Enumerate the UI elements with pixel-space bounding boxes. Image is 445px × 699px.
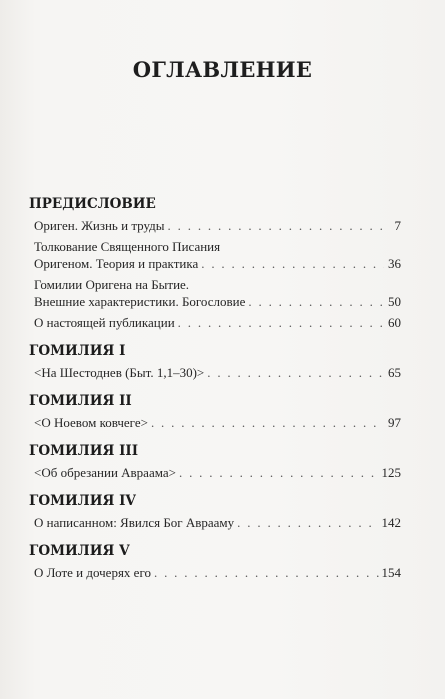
section-heading: ГОМИЛИЯ V xyxy=(29,543,130,559)
leader-dots xyxy=(237,514,378,531)
toc-entry xyxy=(29,514,401,531)
leader-dots xyxy=(207,364,384,381)
entry-title: О Лоте и дочерях его xyxy=(34,565,151,580)
section-heading: ГОМИЛИЯ IV xyxy=(29,493,136,509)
entry-title: О настоящей публикации xyxy=(34,315,175,330)
page-number: 36 xyxy=(388,256,401,271)
toc-entry xyxy=(29,464,401,481)
toc-section-homily-4 xyxy=(29,493,401,531)
page-number: 125 xyxy=(381,465,401,480)
toc-entry xyxy=(29,217,401,234)
toc-entry xyxy=(29,276,401,310)
leader-dots xyxy=(179,464,379,481)
page-number: 97 xyxy=(388,415,401,430)
leader-dots xyxy=(248,293,384,310)
page-number: 60 xyxy=(388,315,401,330)
entry-title: О написанном: Явился Бог Аврааму xyxy=(34,515,235,530)
toc-section-homily-2 xyxy=(29,393,401,431)
bleed-through-text xyxy=(62,170,67,184)
section-heading: ГОМИЛИЯ III xyxy=(29,443,139,459)
page-number: 142 xyxy=(381,515,401,530)
leader-dots xyxy=(168,217,384,234)
page-title: ОГЛАВЛЕНИЕ xyxy=(132,57,313,82)
entry-title: <О Ноевом ковчеге> xyxy=(34,415,148,430)
page-number: 50 xyxy=(388,294,401,309)
leader-dots xyxy=(201,255,384,272)
toc-entry xyxy=(29,238,401,272)
toc-section-homily-5 xyxy=(29,543,401,581)
entry-title-line: Гомилии Оригена на Бытие. xyxy=(34,277,190,292)
toc-entry xyxy=(29,564,401,581)
toc-section-homily-1 xyxy=(29,343,401,381)
entry-title-line: Оригеном. Теория и практика xyxy=(34,256,199,271)
leader-dots xyxy=(154,564,379,581)
page-number: 7 xyxy=(394,218,401,233)
toc-entry xyxy=(29,364,401,381)
entry-title-line: Толкование Священного Писания xyxy=(34,239,221,254)
toc-entry xyxy=(29,414,401,431)
leader-dots xyxy=(178,314,384,331)
section-heading: ГОМИЛИЯ I xyxy=(29,343,126,359)
page-number: 154 xyxy=(381,565,401,580)
toc-section-preface xyxy=(29,196,401,331)
toc-entry xyxy=(29,314,401,331)
section-heading: ГОМИЛИЯ II xyxy=(29,393,132,409)
entry-title: Ориген. Жизнь и труды xyxy=(34,218,165,233)
leader-dots xyxy=(151,414,384,431)
toc-section-homily-3 xyxy=(29,443,401,481)
entry-title-line: Внешние характеристики. Богословие xyxy=(34,294,246,309)
page-number: 65 xyxy=(388,365,401,380)
table-of-contents xyxy=(29,196,401,593)
section-heading: ПРЕДИСЛОВИЕ xyxy=(29,196,156,212)
entry-title: <Об обрезании Авраама> xyxy=(34,465,176,480)
entry-title: <На Шестоднев (Быт. 1,1–30)> xyxy=(34,365,205,380)
